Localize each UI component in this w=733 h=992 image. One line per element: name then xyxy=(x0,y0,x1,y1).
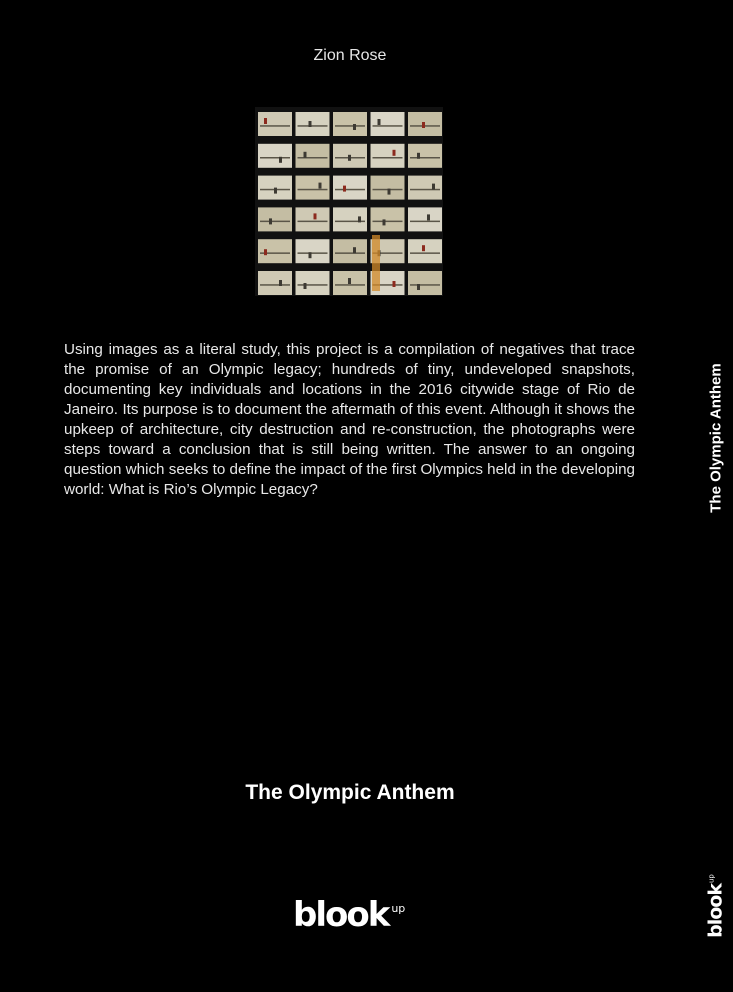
spine-title: The Olympic Anthem xyxy=(707,363,725,513)
publisher-logo xyxy=(293,895,406,935)
spine-logo-name: blook xyxy=(704,884,727,938)
publisher-logo-name: blook xyxy=(293,895,389,935)
spine-logo-superscript: up xyxy=(707,874,716,884)
synopsis-text: Using images as a literal study, this project is a compilation of negatives that trace the promise of an Olympic legacy; hundreds of tiny, undeveloped snapshots, documenting key individuals and locations in the 2016 citywide stage of Rio de Janeiro. Its purpose is to document the aftermath of this event. Although it shows the upkeep of architecture, city destruction and re-construction, the photographs were steps toward a conclusion that is still being written. The answer to an ongoing question which seeks to define the impact of the first Olympics held in the developing world: What is Rio’s Olympic Legacy? xyxy=(64,341,635,498)
author-name: Zion Rose xyxy=(313,47,387,64)
contact-sheet-image xyxy=(255,107,443,296)
book-title: The Olympic Anthem xyxy=(245,781,455,804)
publisher-logo-superscript: up xyxy=(391,902,406,915)
spine-publisher-logo xyxy=(704,874,727,938)
